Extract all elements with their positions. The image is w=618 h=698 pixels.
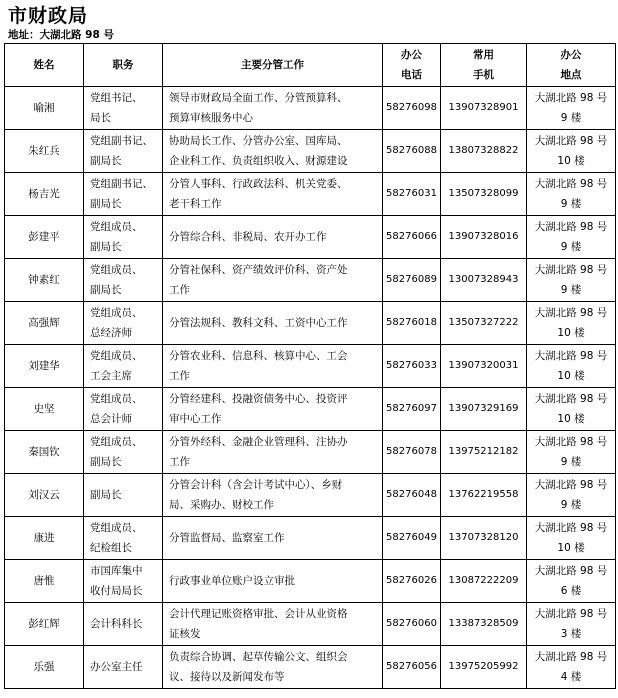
header-duties xyxy=(163,44,383,87)
duties-cell xyxy=(163,603,383,646)
location-cell-line: 大湖北路 98 号 xyxy=(534,608,608,620)
duties-cell xyxy=(163,173,383,216)
duties-cell-line: 预算审核服务中心 xyxy=(169,112,253,124)
duties-cell-line: 局、采购办、财校工作 xyxy=(169,499,274,511)
location-cell-line: 大湖北路 98 号 xyxy=(534,92,608,104)
position-cell-line: 党组副书记、 xyxy=(90,178,153,190)
duties-cell-line: 审中心工作 xyxy=(169,413,222,425)
mobile-cell: 13707328120 xyxy=(441,517,527,560)
location-cell-line: 10 楼 xyxy=(557,413,585,425)
duties-cell-line: 行政事业单位账户设立审批 xyxy=(169,575,295,587)
duties-cell xyxy=(163,87,383,130)
name-cell: 钟素红 xyxy=(5,259,84,302)
location-cell-line: 9 楼 xyxy=(560,284,582,296)
name-cell: 高强辉 xyxy=(5,302,84,345)
office-phone-cell: 58276088 xyxy=(383,130,441,173)
position-cell-line: 副局长 xyxy=(90,456,122,468)
name-cell: 史坚 xyxy=(5,388,84,431)
office-phone-cell: 58276049 xyxy=(383,517,441,560)
position-cell-line: 局长 xyxy=(90,112,111,124)
location-cell xyxy=(527,517,616,560)
position-cell-line: 副局长 xyxy=(90,155,122,167)
header-label: 主要分管工作 xyxy=(241,59,304,71)
header-label: 办公 xyxy=(401,49,422,61)
location-cell xyxy=(527,130,616,173)
table-row xyxy=(5,646,616,689)
name-cell: 彭建平 xyxy=(5,216,84,259)
position-cell xyxy=(84,646,163,689)
header-name xyxy=(5,44,84,87)
position-cell-line: 党组副书记、 xyxy=(90,135,153,147)
location-cell-line: 10 楼 xyxy=(557,155,585,167)
table-row xyxy=(5,130,616,173)
duties-cell xyxy=(163,345,383,388)
table-row xyxy=(5,560,616,603)
office-phone-cell: 58276078 xyxy=(383,431,441,474)
mobile-cell: 13807328822 xyxy=(441,130,527,173)
position-cell-line: 办公室主任 xyxy=(90,661,143,673)
location-cell xyxy=(527,216,616,259)
duties-cell-line: 分管社保科、资产绩效评价科、资产处 xyxy=(169,264,348,276)
mobile-cell: 13387328509 xyxy=(441,603,527,646)
duties-cell-line: 分管法规科、教科文科、工资中心工作 xyxy=(169,317,348,329)
duties-cell-line: 负责综合协调、起草传输公文、组织会 xyxy=(169,651,348,663)
location-cell-line: 9 楼 xyxy=(560,112,582,124)
duties-cell-line: 议、接待以及新闻发布等 xyxy=(169,671,285,683)
table-row xyxy=(5,388,616,431)
office-phone-cell: 58276097 xyxy=(383,388,441,431)
office-phone-cell: 58276056 xyxy=(383,646,441,689)
position-cell-line: 副局长 xyxy=(90,198,122,210)
duties-cell-line: 老干科工作 xyxy=(169,198,222,210)
header-label: 办公 xyxy=(560,49,582,61)
position-cell-line: 总经济师 xyxy=(90,327,132,339)
location-cell xyxy=(527,87,616,130)
location-cell-line: 大湖北路 98 号 xyxy=(534,264,608,276)
location-cell-line: 9 楼 xyxy=(560,241,582,253)
duties-cell xyxy=(163,560,383,603)
mobile-cell: 13007328943 xyxy=(441,259,527,302)
table-row xyxy=(5,216,616,259)
table-row xyxy=(5,259,616,302)
position-cell xyxy=(84,130,163,173)
mobile-cell: 13507327222 xyxy=(441,302,527,345)
position-cell-line: 副局长 xyxy=(90,489,122,501)
office-phone-cell: 58276033 xyxy=(383,345,441,388)
position-cell xyxy=(84,259,163,302)
mobile-cell: 13975212182 xyxy=(441,431,527,474)
location-cell-line: 大湖北路 98 号 xyxy=(534,522,608,534)
location-cell xyxy=(527,302,616,345)
location-cell-line: 大湖北路 98 号 xyxy=(534,651,608,663)
location-cell xyxy=(527,646,616,689)
location-cell-line: 10 楼 xyxy=(557,327,585,339)
duties-cell xyxy=(163,646,383,689)
position-cell-line: 副局长 xyxy=(90,284,122,296)
header-phone xyxy=(383,44,441,87)
duties-cell-line: 分管综合科、非税局、农开办工作 xyxy=(169,231,327,243)
duties-cell-line: 分管农业科、信息科、核算中心、工会 xyxy=(169,350,348,362)
position-cell xyxy=(84,603,163,646)
name-cell: 刘汉云 xyxy=(5,474,84,517)
table-row xyxy=(5,517,616,560)
header-mobile xyxy=(441,44,527,87)
position-cell-line: 收付局局长 xyxy=(90,585,143,597)
mobile-cell: 13907329169 xyxy=(441,388,527,431)
duties-cell xyxy=(163,216,383,259)
location-cell xyxy=(527,431,616,474)
mobile-cell: 13087222209 xyxy=(441,560,527,603)
duties-cell-line: 工作 xyxy=(169,370,190,382)
header-label: 常用 xyxy=(473,49,494,61)
duties-cell-line: 证核发 xyxy=(169,628,201,640)
location-cell xyxy=(527,173,616,216)
table-header-row xyxy=(5,44,616,87)
duties-cell-line: 工作 xyxy=(169,456,190,468)
position-cell-line: 党组成员、 xyxy=(90,350,143,362)
location-cell-line: 9 楼 xyxy=(560,499,582,511)
mobile-cell: 13762219558 xyxy=(441,474,527,517)
position-cell xyxy=(84,388,163,431)
position-cell-line: 纪检组长 xyxy=(90,542,132,554)
position-cell xyxy=(84,87,163,130)
duties-cell-line: 工作 xyxy=(169,284,190,296)
position-cell xyxy=(84,216,163,259)
table-row xyxy=(5,345,616,388)
position-cell-line: 党组成员、 xyxy=(90,436,143,448)
mobile-cell: 13907320031 xyxy=(441,345,527,388)
location-cell-line: 9 楼 xyxy=(560,198,582,210)
header-label: 电话 xyxy=(401,69,422,81)
location-cell-line: 大湖北路 98 号 xyxy=(534,178,608,190)
office-phone-cell: 58276089 xyxy=(383,259,441,302)
location-cell xyxy=(527,388,616,431)
name-cell: 朱红兵 xyxy=(5,130,84,173)
location-cell-line: 9 楼 xyxy=(560,456,582,468)
mobile-cell: 13907328016 xyxy=(441,216,527,259)
mobile-cell: 13907328901 xyxy=(441,87,527,130)
duties-cell-line: 分管人事科、行政政法科、机关党委、 xyxy=(169,178,348,190)
header-label: 姓名 xyxy=(33,59,55,71)
office-phone-cell: 58276098 xyxy=(383,87,441,130)
header-label: 手机 xyxy=(473,69,494,81)
duties-cell-line: 分管会计科（含会计考试中心）、乡财 xyxy=(169,479,343,491)
location-cell-line: 大湖北路 98 号 xyxy=(534,436,608,448)
position-cell-line: 党组成员、 xyxy=(90,307,143,319)
address-line: 地址：大湖北路 98 号 xyxy=(8,29,114,41)
table-row xyxy=(5,603,616,646)
name-cell: 彭红辉 xyxy=(5,603,84,646)
name-cell: 杨吉光 xyxy=(5,173,84,216)
mobile-cell: 13507328099 xyxy=(441,173,527,216)
header-label: 职务 xyxy=(112,59,134,71)
duties-cell xyxy=(163,517,383,560)
table-row xyxy=(5,173,616,216)
duties-cell-line: 分管外经科、金融企业管理科、注协办 xyxy=(169,436,348,448)
position-cell xyxy=(84,560,163,603)
duties-cell xyxy=(163,474,383,517)
position-cell-line: 党组书记、 xyxy=(90,92,143,104)
location-cell-line: 大湖北路 98 号 xyxy=(534,135,608,147)
position-cell xyxy=(84,173,163,216)
location-cell xyxy=(527,345,616,388)
name-cell: 乐强 xyxy=(5,646,84,689)
duties-cell xyxy=(163,259,383,302)
location-cell-line: 大湖北路 98 号 xyxy=(534,565,608,577)
duties-cell xyxy=(163,302,383,345)
page-title: 市财政局 xyxy=(8,5,89,27)
position-cell-line: 党组成员、 xyxy=(90,522,143,534)
position-cell xyxy=(84,517,163,560)
location-cell-line: 10 楼 xyxy=(557,542,585,554)
table-row xyxy=(5,87,616,130)
location-cell-line: 4 楼 xyxy=(560,671,582,683)
location-cell-line: 大湖北路 98 号 xyxy=(534,350,608,362)
name-cell: 刘建华 xyxy=(5,345,84,388)
position-cell xyxy=(84,474,163,517)
location-cell xyxy=(527,259,616,302)
location-cell-line: 大湖北路 98 号 xyxy=(534,221,608,233)
position-cell xyxy=(84,345,163,388)
position-cell-line: 总会计师 xyxy=(90,413,132,425)
position-cell-line: 党组成员、 xyxy=(90,221,143,233)
location-cell-line: 大湖北路 98 号 xyxy=(534,307,608,319)
duties-cell-line: 会计代理记账资格审批、会计从业资格 xyxy=(169,608,348,620)
name-cell: 喻湘 xyxy=(5,87,84,130)
duties-cell xyxy=(163,388,383,431)
mobile-cell: 13975205992 xyxy=(441,646,527,689)
location-cell xyxy=(527,603,616,646)
table-row xyxy=(5,474,616,517)
office-phone-cell: 58276026 xyxy=(383,560,441,603)
position-cell xyxy=(84,431,163,474)
position-cell-line: 党组成员、 xyxy=(90,264,143,276)
duties-cell-line: 分管经建科、投融资债务中心、投资评 xyxy=(169,393,348,405)
office-phone-cell: 58276018 xyxy=(383,302,441,345)
table-row xyxy=(5,302,616,345)
office-phone-cell: 58276066 xyxy=(383,216,441,259)
location-cell-line: 6 楼 xyxy=(560,585,582,597)
table-row xyxy=(5,431,616,474)
location-cell xyxy=(527,560,616,603)
location-cell-line: 10 楼 xyxy=(557,370,585,382)
location-cell-line: 大湖北路 98 号 xyxy=(534,479,608,491)
name-cell: 秦国钦 xyxy=(5,431,84,474)
name-cell: 康进 xyxy=(5,517,84,560)
office-phone-cell: 58276048 xyxy=(383,474,441,517)
location-cell-line: 3 楼 xyxy=(560,628,582,640)
duties-cell xyxy=(163,431,383,474)
duties-cell-line: 领导市财政局全面工作、分管预算科、 xyxy=(169,92,348,104)
position-cell xyxy=(84,302,163,345)
location-cell xyxy=(527,474,616,517)
position-cell-line: 市国库集中 xyxy=(90,565,143,577)
office-phone-cell: 58276060 xyxy=(383,603,441,646)
duties-cell xyxy=(163,130,383,173)
position-cell-line: 党组成员、 xyxy=(90,393,143,405)
duties-cell-line: 分管监督局、监察室工作 xyxy=(169,532,285,544)
name-cell: 唐惟 xyxy=(5,560,84,603)
header-label: 地点 xyxy=(560,69,582,81)
header-title xyxy=(84,44,163,87)
table-body xyxy=(5,87,616,689)
header-location xyxy=(527,44,616,87)
duties-cell-line: 企业科工作、负责组织收入、财源建设 xyxy=(169,155,348,167)
staff-table xyxy=(4,43,616,689)
duties-cell-line: 协助局长工作、分管办公室、国库局、 xyxy=(169,135,348,147)
location-cell-line: 大湖北路 98 号 xyxy=(534,393,608,405)
position-cell-line: 会计科科长 xyxy=(90,618,143,630)
position-cell-line: 工会主席 xyxy=(90,370,132,382)
position-cell-line: 副局长 xyxy=(90,241,122,253)
office-phone-cell: 58276031 xyxy=(383,173,441,216)
